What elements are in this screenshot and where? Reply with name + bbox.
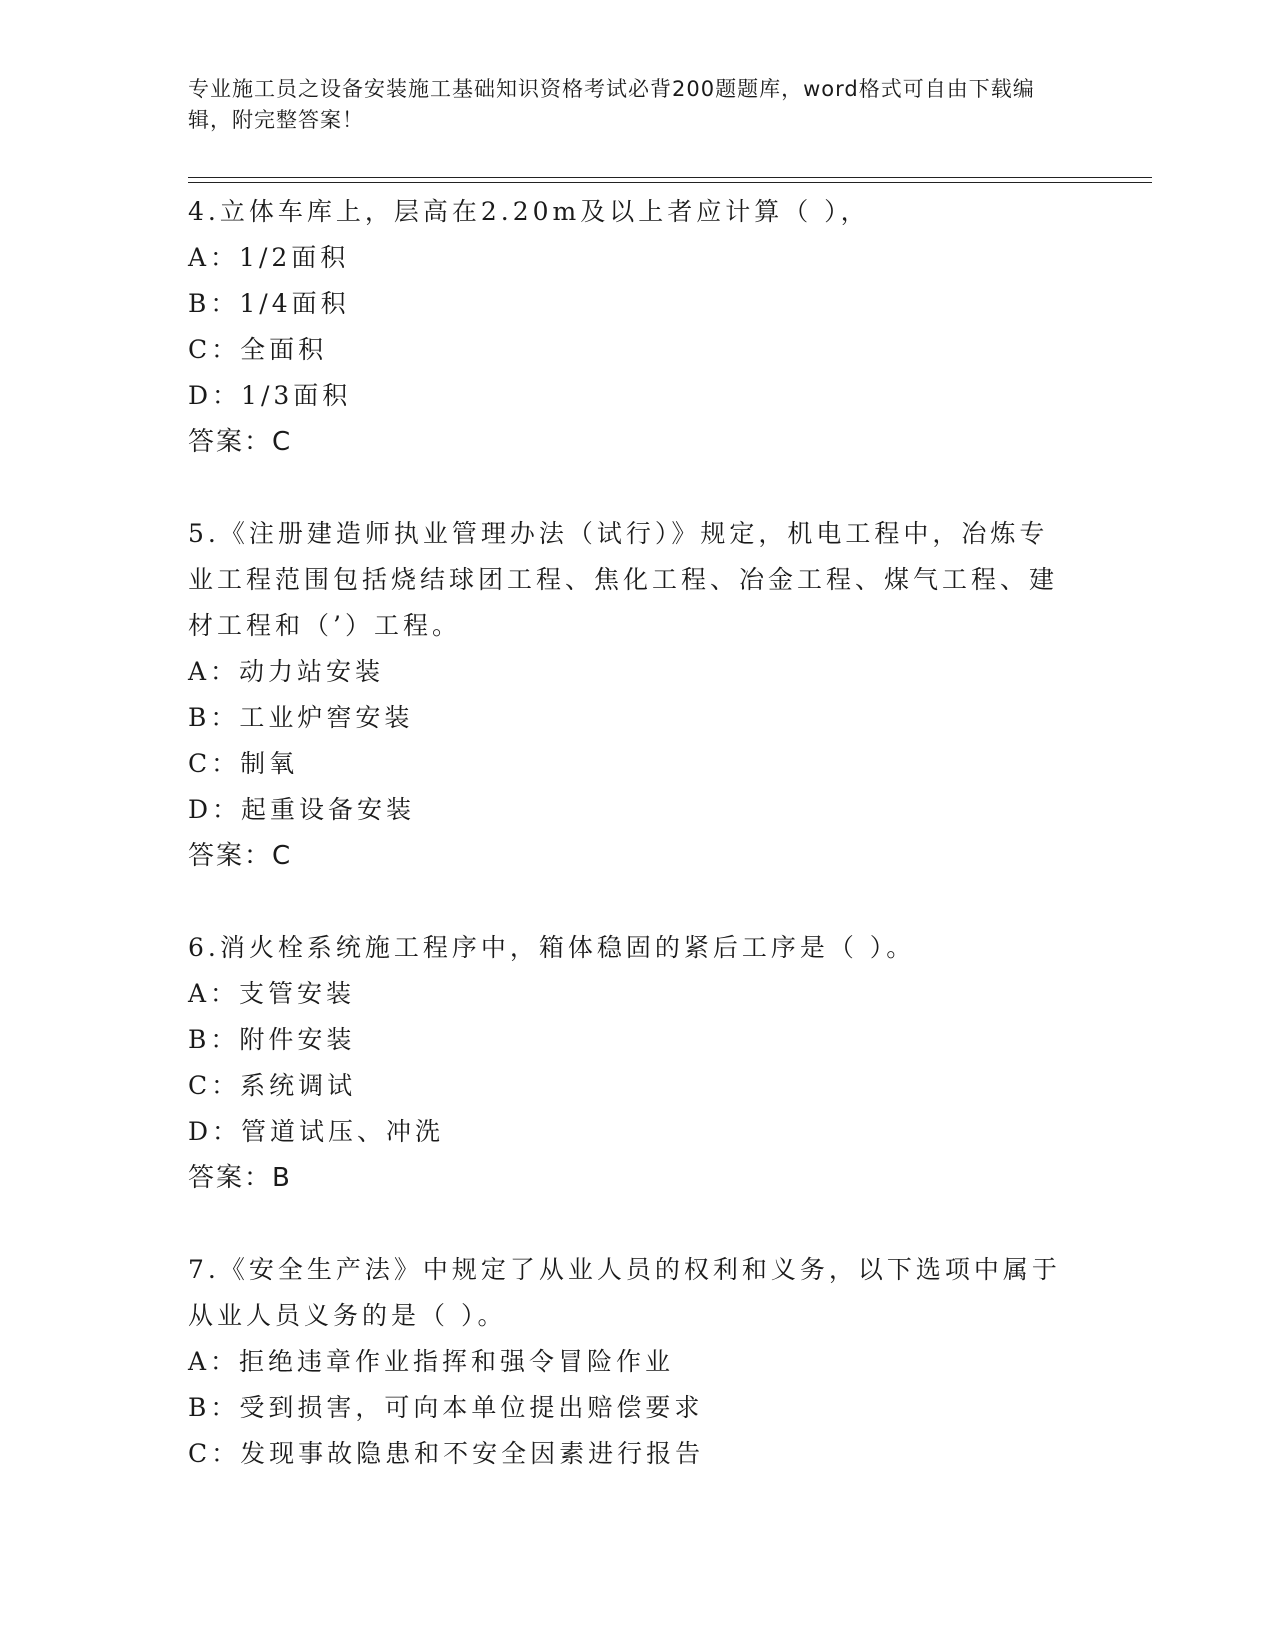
question-spacer	[188, 1201, 1068, 1247]
header-divider-top	[188, 177, 1152, 178]
header-divider-bottom	[188, 182, 1152, 183]
option-c: C：系统调试	[188, 1071, 357, 1100]
option-b: B：受到损害，可向本单位提出赔偿要求	[188, 1393, 704, 1422]
question-stem: 4.立体车库上，层高在2.20m及以上者应计算（ ），	[188, 197, 870, 226]
answer: 答案：B	[188, 1163, 292, 1193]
option-c: C：发现事故隐患和不安全因素进行报告	[188, 1439, 705, 1468]
question-list	[188, 189, 1068, 1477]
option-c: C：全面积	[188, 335, 328, 364]
option-b: B：附件安装	[188, 1025, 356, 1054]
question-7	[188, 1247, 1068, 1477]
document-header: 专业施工员之设备安装施工基础知识资格考试必背200题题库，word格式可自由下载编辑，附完整答案！	[188, 77, 1035, 132]
answer: 答案：C	[188, 427, 293, 457]
question-stem: 7.《安全生产法》中规定了从业人员的权利和义务，以下选项中属于从业人员义务的是（ ）。	[188, 1255, 1061, 1330]
option-d: D：管道试压、冲洗	[188, 1117, 445, 1146]
option-a: A：动力站安装	[188, 657, 385, 686]
question-spacer	[188, 879, 1068, 925]
answer: 答案：C	[188, 841, 293, 871]
question-6	[188, 925, 1068, 1201]
question-4	[188, 189, 1068, 465]
question-spacer	[188, 465, 1068, 511]
option-a: A：1/2面积	[188, 243, 350, 272]
question-5	[188, 511, 1068, 879]
option-a: A：拒绝违章作业指挥和强令冒险作业	[188, 1347, 675, 1376]
option-a: A：支管安装	[188, 979, 356, 1008]
question-stem: 6.消火栓系统施工程序中，箱体稳固的紧后工序是（ ）。	[188, 933, 916, 962]
question-stem: 5.《注册建造师执业管理办法（试行）》规定，机电工程中，冶炼专业工程范围包括烧结球团工程、焦化工程、冶金工程、煤气工程、建材工程和（’）工程。	[188, 519, 1059, 640]
option-d: D：1/3面积	[188, 381, 352, 410]
option-c: C：制氧	[188, 749, 299, 778]
option-b: B：工业炉窖安装	[188, 703, 414, 732]
option-b: B：1/4面积	[188, 289, 350, 318]
option-d: D：起重设备安装	[188, 795, 416, 824]
